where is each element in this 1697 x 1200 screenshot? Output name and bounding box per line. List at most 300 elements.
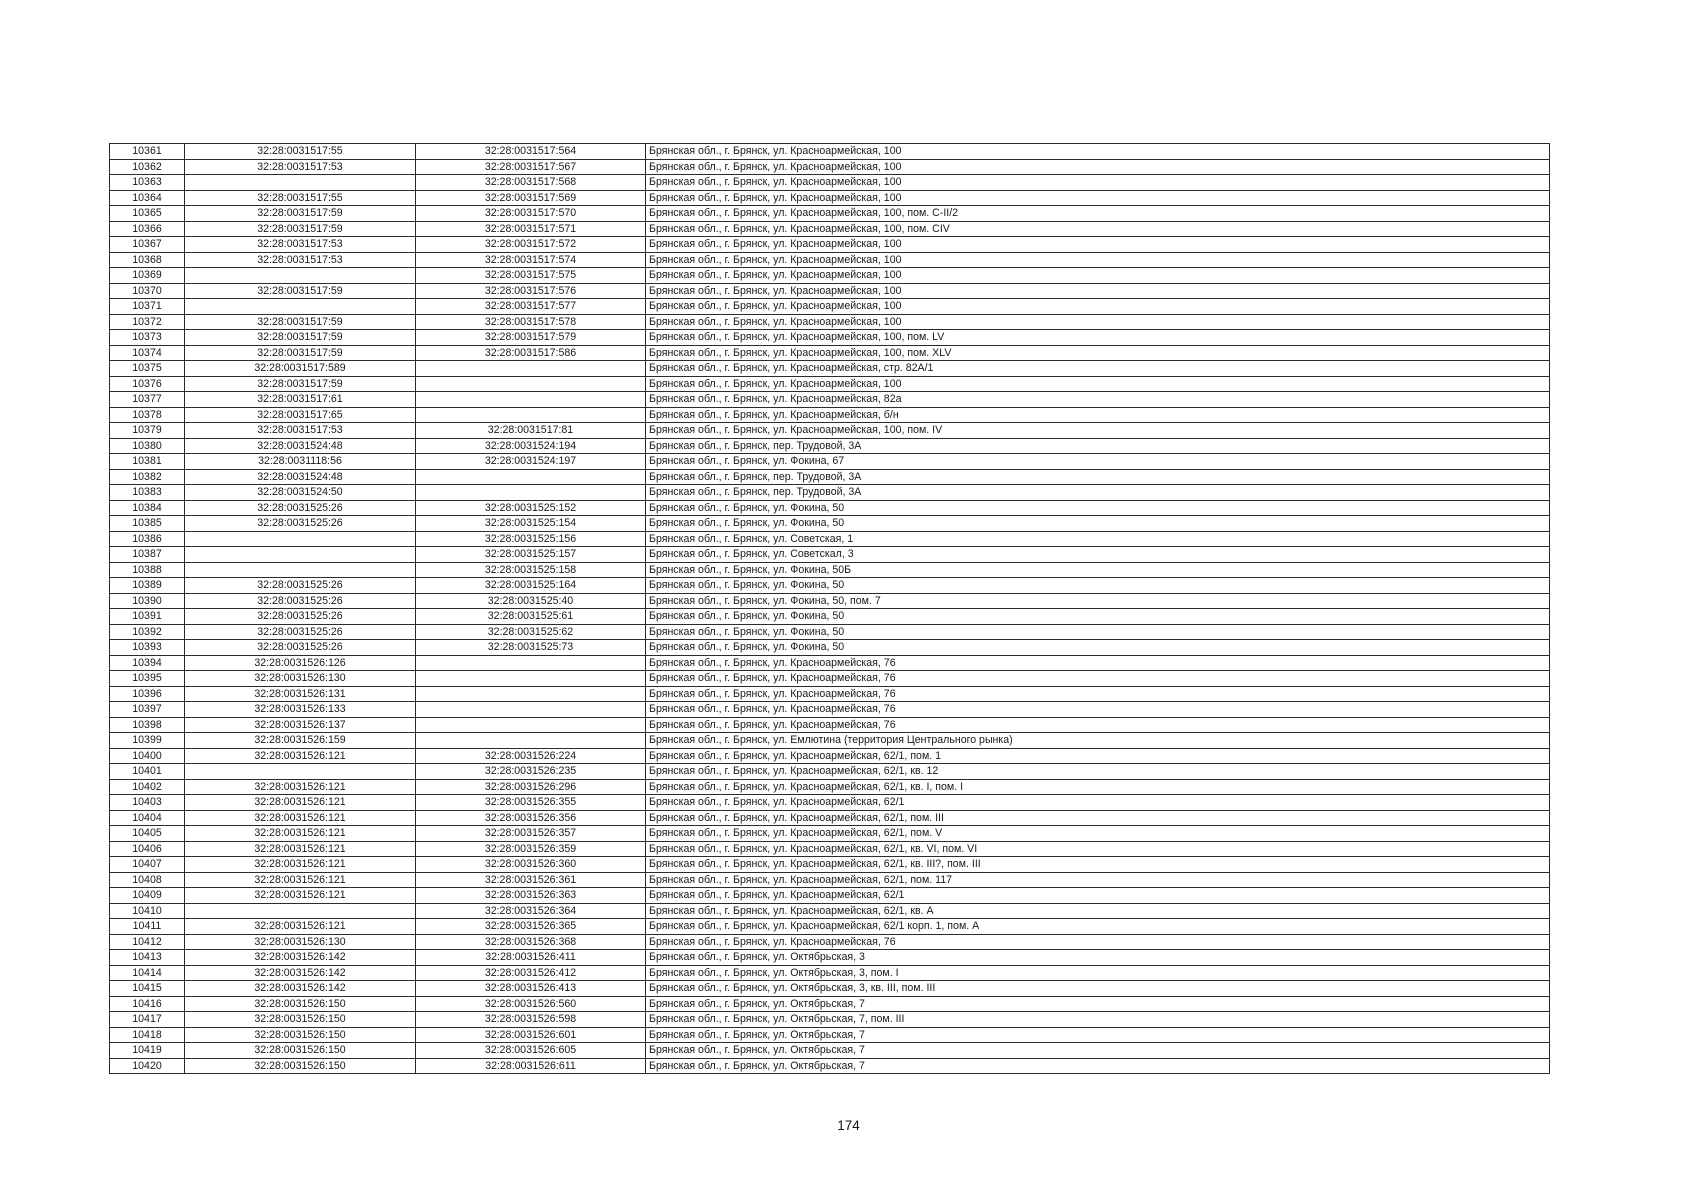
row-number-cell: 10362 <box>110 159 185 175</box>
address-cell: Брянская обл., г. Брянск, ул. Красноармейская, 62/1, пом. III <box>646 810 1550 826</box>
row-number-cell: 10405 <box>110 826 185 842</box>
address-cell: Брянская обл., г. Брянск, ул. Красноармейская, 100, пом. СIV <box>646 221 1550 237</box>
address-cell: Брянская обл., г. Брянск, ул. Октябрьская, 3 <box>646 950 1550 966</box>
land-cadastral-number-cell: 32:28:0031517:55 <box>185 190 416 206</box>
table-row <box>110 454 1550 470</box>
row-number-cell: 10411 <box>110 919 185 935</box>
land-cadastral-number-cell: 32:28:0031524:48 <box>185 469 416 485</box>
land-cadastral-number-cell <box>185 903 416 919</box>
address-cell: Брянская обл., г. Брянск, ул. Красноармейская, 100 <box>646 314 1550 330</box>
object-cadastral-number-cell: 32:28:0031526:235 <box>416 764 646 780</box>
address-cell: Брянская обл., г. Брянск, пер. Трудовой, 3А <box>646 485 1550 501</box>
address-cell: Брянская обл., г. Брянск, ул. Октябрьская, 3, кв. III, пом. III <box>646 981 1550 997</box>
land-cadastral-number-cell: 32:28:0031526:121 <box>185 779 416 795</box>
address-cell: Брянская обл., г. Брянск, ул. Октябрьская, 7 <box>646 1058 1550 1074</box>
address-cell: Брянская обл., г. Брянск, ул. Советская, 1 <box>646 531 1550 547</box>
land-cadastral-number-cell: 32:28:0031517:53 <box>185 252 416 268</box>
row-number-cell: 10418 <box>110 1027 185 1043</box>
table-row <box>110 299 1550 315</box>
land-cadastral-number-cell: 32:28:0031526:121 <box>185 857 416 873</box>
page-number: 174 <box>837 1118 860 1133</box>
table-row <box>110 500 1550 516</box>
land-cadastral-number-cell: 32:28:0031526:121 <box>185 826 416 842</box>
object-cadastral-number-cell: 32:28:0031517:586 <box>416 345 646 361</box>
table-row <box>110 795 1550 811</box>
object-cadastral-number-cell: 32:28:0031526:413 <box>416 981 646 997</box>
object-cadastral-number-cell <box>416 361 646 377</box>
table-row <box>110 733 1550 749</box>
row-number-cell: 10419 <box>110 1043 185 1059</box>
object-cadastral-number-cell <box>416 671 646 687</box>
table-row <box>110 888 1550 904</box>
object-cadastral-number-cell: 32:28:0031526:601 <box>416 1027 646 1043</box>
object-cadastral-number-cell: 32:28:0031525:164 <box>416 578 646 594</box>
object-cadastral-number-cell: 32:28:0031517:572 <box>416 237 646 253</box>
object-cadastral-number-cell <box>416 686 646 702</box>
object-cadastral-number-cell: 32:28:0031525:61 <box>416 609 646 625</box>
row-number-cell: 10395 <box>110 671 185 687</box>
row-number-cell: 10410 <box>110 903 185 919</box>
address-cell: Брянская обл., г. Брянск, ул. Красноармейская, 62/1, кв. I, пом. I <box>646 779 1550 795</box>
address-cell: Брянская обл., г. Брянск, ул. Фокина, 50 <box>646 609 1550 625</box>
table-row <box>110 841 1550 857</box>
row-number-cell: 10408 <box>110 872 185 888</box>
table-row <box>110 919 1550 935</box>
object-cadastral-number-cell: 32:28:0031525:158 <box>416 562 646 578</box>
table-row <box>110 1027 1550 1043</box>
table-row <box>110 423 1550 439</box>
land-cadastral-number-cell: 32:28:0031526:133 <box>185 702 416 718</box>
object-cadastral-number-cell: 32:28:0031517:575 <box>416 268 646 284</box>
object-cadastral-number-cell: 32:28:0031526:355 <box>416 795 646 811</box>
table-row <box>110 283 1550 299</box>
row-number-cell: 10366 <box>110 221 185 237</box>
object-cadastral-number-cell: 32:28:0031517:81 <box>416 423 646 439</box>
object-cadastral-number-cell <box>416 733 646 749</box>
object-cadastral-number-cell: 32:28:0031526:611 <box>416 1058 646 1074</box>
table-row <box>110 996 1550 1012</box>
address-cell: Брянская обл., г. Брянск, ул. Красноармейская, 100 <box>646 237 1550 253</box>
row-number-cell: 10413 <box>110 950 185 966</box>
address-cell: Брянская обл., г. Брянск, ул. Красноармейская, 62/1, кв. III?, пом. III <box>646 857 1550 873</box>
row-number-cell: 10361 <box>110 144 185 160</box>
table-row <box>110 392 1550 408</box>
row-number-cell: 10393 <box>110 640 185 656</box>
object-cadastral-number-cell: 32:28:0031524:197 <box>416 454 646 470</box>
address-cell: Брянская обл., г. Брянск, ул. Октябрьская, 7 <box>646 996 1550 1012</box>
table-row <box>110 950 1550 966</box>
table-row <box>110 438 1550 454</box>
land-cadastral-number-cell: 32:28:0031526:121 <box>185 841 416 857</box>
land-cadastral-number-cell: 32:28:0031526:121 <box>185 888 416 904</box>
row-number-cell: 10415 <box>110 981 185 997</box>
row-number-cell: 10380 <box>110 438 185 454</box>
address-cell: Брянская обл., г. Брянск, ул. Красноармейская, 82а <box>646 392 1550 408</box>
object-cadastral-number-cell: 32:28:0031517:564 <box>416 144 646 160</box>
object-cadastral-number-cell <box>416 702 646 718</box>
object-cadastral-number-cell: 32:28:0031525:40 <box>416 593 646 609</box>
address-cell: Брянская обл., г. Брянск, ул. Красноармейская, 76 <box>646 655 1550 671</box>
address-cell: Брянская обл., г. Брянск, ул. Красноармейская, 76 <box>646 717 1550 733</box>
address-cell: Брянская обл., г. Брянск, ул. Красноармейская, 76 <box>646 702 1550 718</box>
address-cell: Брянская обл., г. Брянск, ул. Красноармейская, 100 <box>646 283 1550 299</box>
row-number-cell: 10398 <box>110 717 185 733</box>
address-cell: Брянская обл., г. Брянск, ул. Красноармейская, 62/1 <box>646 888 1550 904</box>
object-cadastral-number-cell: 32:28:0031526:598 <box>416 1012 646 1028</box>
object-cadastral-number-cell: 32:28:0031517:571 <box>416 221 646 237</box>
table-row <box>110 407 1550 423</box>
row-number-cell: 10383 <box>110 485 185 501</box>
address-cell: Брянская обл., г. Брянск, ул. Советскал, 3 <box>646 547 1550 563</box>
property-registry-table <box>109 143 1550 1074</box>
land-cadastral-number-cell: 32:28:0031526:126 <box>185 655 416 671</box>
land-cadastral-number-cell: 32:28:0031526:121 <box>185 748 416 764</box>
land-cadastral-number-cell: 32:28:0031526:137 <box>185 717 416 733</box>
object-cadastral-number-cell: 32:28:0031526:363 <box>416 888 646 904</box>
row-number-cell: 10402 <box>110 779 185 795</box>
row-number-cell: 10388 <box>110 562 185 578</box>
address-cell: Брянская обл., г. Брянск, ул. Красноармейская, 62/1, пом. 1 <box>646 748 1550 764</box>
row-number-cell: 10400 <box>110 748 185 764</box>
land-cadastral-number-cell: 32:28:0031517:55 <box>185 144 416 160</box>
address-cell: Брянская обл., г. Брянск, ул. Красноармейская, 62/1, кв. VI, пом. VI <box>646 841 1550 857</box>
row-number-cell: 10365 <box>110 206 185 222</box>
object-cadastral-number-cell: 32:28:0031517:568 <box>416 175 646 191</box>
table-row <box>110 717 1550 733</box>
land-cadastral-number-cell: 32:28:0031526:150 <box>185 1012 416 1028</box>
row-number-cell: 10389 <box>110 578 185 594</box>
row-number-cell: 10420 <box>110 1058 185 1074</box>
land-cadastral-number-cell: 32:28:0031524:50 <box>185 485 416 501</box>
address-cell: Брянская обл., г. Брянск, ул. Красноармейская, 100 <box>646 268 1550 284</box>
address-cell: Брянская обл., г. Брянск, ул. Фокина, 50 <box>646 640 1550 656</box>
object-cadastral-number-cell <box>416 717 646 733</box>
address-cell: Брянская обл., г. Брянск, ул. Красноармейская, 62/1, пом. 117 <box>646 872 1550 888</box>
address-cell: Брянская обл., г. Брянск, ул. Красноармейская, 100, пом. IV <box>646 423 1550 439</box>
object-cadastral-number-cell <box>416 407 646 423</box>
object-cadastral-number-cell: 32:28:0031517:574 <box>416 252 646 268</box>
object-cadastral-number-cell: 32:28:0031526:359 <box>416 841 646 857</box>
row-number-cell: 10416 <box>110 996 185 1012</box>
row-number-cell: 10384 <box>110 500 185 516</box>
land-cadastral-number-cell: 32:28:0031525:26 <box>185 609 416 625</box>
object-cadastral-number-cell: 32:28:0031525:156 <box>416 531 646 547</box>
object-cadastral-number-cell <box>416 376 646 392</box>
land-cadastral-number-cell: 32:28:0031525:26 <box>185 640 416 656</box>
row-number-cell: 10370 <box>110 283 185 299</box>
object-cadastral-number-cell: 32:28:0031517:567 <box>416 159 646 175</box>
land-cadastral-number-cell <box>185 547 416 563</box>
land-cadastral-number-cell: 32:28:0031526:142 <box>185 965 416 981</box>
address-cell: Брянская обл., г. Брянск, ул. Красноармейская, 62/1 корп. 1, пом. А <box>646 919 1550 935</box>
land-cadastral-number-cell: 32:28:0031517:59 <box>185 330 416 346</box>
land-cadastral-number-cell: 32:28:0031517:61 <box>185 392 416 408</box>
object-cadastral-number-cell: 32:28:0031526:357 <box>416 826 646 842</box>
address-cell: Брянская обл., г. Брянск, ул. Емлютина (территория Центрального рынка) <box>646 733 1550 749</box>
row-number-cell: 10386 <box>110 531 185 547</box>
object-cadastral-number-cell: 32:28:0031526:411 <box>416 950 646 966</box>
address-cell: Брянская обл., г. Брянск, ул. Красноармейская, стр. 82А/1 <box>646 361 1550 377</box>
object-cadastral-number-cell: 32:28:0031526:361 <box>416 872 646 888</box>
land-cadastral-number-cell: 32:28:0031517:59 <box>185 221 416 237</box>
address-cell: Брянская обл., г. Брянск, ул. Красноармейская, 62/1, пом. V <box>646 826 1550 842</box>
table-row <box>110 531 1550 547</box>
row-number-cell: 10368 <box>110 252 185 268</box>
row-number-cell: 10376 <box>110 376 185 392</box>
table-row <box>110 237 1550 253</box>
row-number-cell: 10404 <box>110 810 185 826</box>
row-number-cell: 10407 <box>110 857 185 873</box>
row-number-cell: 10387 <box>110 547 185 563</box>
table-row <box>110 159 1550 175</box>
object-cadastral-number-cell: 32:28:0031526:412 <box>416 965 646 981</box>
row-number-cell: 10367 <box>110 237 185 253</box>
row-number-cell: 10382 <box>110 469 185 485</box>
table-row <box>110 640 1550 656</box>
object-cadastral-number-cell <box>416 469 646 485</box>
table-row <box>110 562 1550 578</box>
land-cadastral-number-cell: 32:28:0031517:589 <box>185 361 416 377</box>
row-number-cell: 10392 <box>110 624 185 640</box>
object-cadastral-number-cell: 32:28:0031524:194 <box>416 438 646 454</box>
row-number-cell: 10397 <box>110 702 185 718</box>
object-cadastral-number-cell: 32:28:0031517:569 <box>416 190 646 206</box>
address-cell: Брянская обл., г. Брянск, ул. Красноармейская, 100 <box>646 159 1550 175</box>
table-row <box>110 903 1550 919</box>
object-cadastral-number-cell: 32:28:0031526:364 <box>416 903 646 919</box>
address-cell: Брянская обл., г. Брянск, ул. Красноармейская, 100 <box>646 252 1550 268</box>
land-cadastral-number-cell: 32:28:0031526:121 <box>185 810 416 826</box>
table-row <box>110 361 1550 377</box>
land-cadastral-number-cell: 32:28:0031517:53 <box>185 423 416 439</box>
table-row <box>110 252 1550 268</box>
address-cell: Брянская обл., г. Брянск, ул. Красноармейская, 100, пом. LV <box>646 330 1550 346</box>
table-row <box>110 655 1550 671</box>
table-row <box>110 469 1550 485</box>
land-cadastral-number-cell: 32:28:0031526:142 <box>185 981 416 997</box>
address-cell: Брянская обл., г. Брянск, ул. Красноармейская, б/н <box>646 407 1550 423</box>
address-cell: Брянская обл., г. Брянск, ул. Фокина, 50 <box>646 578 1550 594</box>
table-row <box>110 268 1550 284</box>
table-row <box>110 779 1550 795</box>
row-number-cell: 10372 <box>110 314 185 330</box>
land-cadastral-number-cell: 32:28:0031526:131 <box>185 686 416 702</box>
row-number-cell: 10375 <box>110 361 185 377</box>
object-cadastral-number-cell <box>416 485 646 501</box>
object-cadastral-number-cell: 32:28:0031526:365 <box>416 919 646 935</box>
land-cadastral-number-cell <box>185 268 416 284</box>
row-number-cell: 10373 <box>110 330 185 346</box>
table-row <box>110 190 1550 206</box>
land-cadastral-number-cell: 32:28:0031526:121 <box>185 919 416 935</box>
address-cell: Брянская обл., г. Брянск, ул. Красноармейская, 100 <box>646 299 1550 315</box>
object-cadastral-number-cell: 32:28:0031526:224 <box>416 748 646 764</box>
land-cadastral-number-cell: 32:28:0031526:150 <box>185 1058 416 1074</box>
address-cell: Брянская обл., г. Брянск, ул. Красноармейская, 76 <box>646 934 1550 950</box>
row-number-cell: 10364 <box>110 190 185 206</box>
table-row <box>110 934 1550 950</box>
object-cadastral-number-cell: 32:28:0031517:577 <box>416 299 646 315</box>
land-cadastral-number-cell: 32:28:0031517:59 <box>185 376 416 392</box>
table-row <box>110 345 1550 361</box>
land-cadastral-number-cell: 32:28:0031525:26 <box>185 593 416 609</box>
land-cadastral-number-cell: 32:28:0031517:59 <box>185 206 416 222</box>
table-row <box>110 810 1550 826</box>
row-number-cell: 10363 <box>110 175 185 191</box>
address-cell: Брянская обл., г. Брянск, ул. Фокина, 50, пом. 7 <box>646 593 1550 609</box>
address-cell: Брянская обл., г. Брянск, ул. Октябрьская, 3, пом. I <box>646 965 1550 981</box>
address-cell: Брянская обл., г. Брянск, ул. Красноармейская, 100, пом. С-II/2 <box>646 206 1550 222</box>
table-row <box>110 1043 1550 1059</box>
table-row <box>110 1012 1550 1028</box>
row-number-cell: 10414 <box>110 965 185 981</box>
address-cell: Брянская обл., г. Брянск, ул. Октябрьская, 7 <box>646 1043 1550 1059</box>
table-row <box>110 578 1550 594</box>
land-cadastral-number-cell: 32:28:0031526:150 <box>185 1027 416 1043</box>
land-cadastral-number-cell: 32:28:0031526:121 <box>185 872 416 888</box>
object-cadastral-number-cell <box>416 655 646 671</box>
object-cadastral-number-cell: 32:28:0031526:360 <box>416 857 646 873</box>
row-number-cell: 10374 <box>110 345 185 361</box>
land-cadastral-number-cell: 32:28:0031525:26 <box>185 624 416 640</box>
table-row <box>110 826 1550 842</box>
object-cadastral-number-cell: 32:28:0031525:154 <box>416 516 646 532</box>
row-number-cell: 10394 <box>110 655 185 671</box>
land-cadastral-number-cell: 32:28:0031526:159 <box>185 733 416 749</box>
address-cell: Брянская обл., г. Брянск, ул. Красноармейская, 62/1 <box>646 795 1550 811</box>
land-cadastral-number-cell: 32:28:0031517:59 <box>185 345 416 361</box>
address-cell: Брянская обл., г. Брянск, ул. Красноармейская, 76 <box>646 671 1550 687</box>
object-cadastral-number-cell: 32:28:0031517:576 <box>416 283 646 299</box>
land-cadastral-number-cell: 32:28:0031118:56 <box>185 454 416 470</box>
object-cadastral-number-cell: 32:28:0031517:578 <box>416 314 646 330</box>
land-cadastral-number-cell: 32:28:0031526:130 <box>185 934 416 950</box>
row-number-cell: 10396 <box>110 686 185 702</box>
address-cell: Брянская обл., г. Брянск, ул. Фокина, 50Б <box>646 562 1550 578</box>
table-row <box>110 485 1550 501</box>
row-number-cell: 10406 <box>110 841 185 857</box>
row-number-cell: 10399 <box>110 733 185 749</box>
table-row <box>110 175 1550 191</box>
table-row <box>110 547 1550 563</box>
row-number-cell: 10379 <box>110 423 185 439</box>
row-number-cell: 10417 <box>110 1012 185 1028</box>
address-cell: Брянская обл., г. Брянск, ул. Красноармейская, 100 <box>646 376 1550 392</box>
land-cadastral-number-cell <box>185 531 416 547</box>
land-cadastral-number-cell: 32:28:0031526:121 <box>185 795 416 811</box>
table-row <box>110 206 1550 222</box>
address-cell: Брянская обл., г. Брянск, ул. Красноармейская, 62/1, кв. 12 <box>646 764 1550 780</box>
table-row <box>110 686 1550 702</box>
object-cadastral-number-cell: 32:28:0031526:356 <box>416 810 646 826</box>
address-cell: Брянская обл., г. Брянск, ул. Красноармейская, 76 <box>646 686 1550 702</box>
row-number-cell: 10385 <box>110 516 185 532</box>
land-cadastral-number-cell: 32:28:0031526:142 <box>185 950 416 966</box>
row-number-cell: 10401 <box>110 764 185 780</box>
land-cadastral-number-cell: 32:28:0031517:59 <box>185 283 416 299</box>
land-cadastral-number-cell <box>185 764 416 780</box>
table-row <box>110 144 1550 160</box>
address-cell: Брянская обл., г. Брянск, ул. Фокина, 50 <box>646 500 1550 516</box>
address-cell: Брянская обл., г. Брянск, ул. Октябрьская, 7, пом. III <box>646 1012 1550 1028</box>
object-cadastral-number-cell: 32:28:0031525:157 <box>416 547 646 563</box>
table-row <box>110 764 1550 780</box>
row-number-cell: 10412 <box>110 934 185 950</box>
table-row <box>110 702 1550 718</box>
object-cadastral-number-cell: 32:28:0031526:560 <box>416 996 646 1012</box>
land-cadastral-number-cell: 32:28:0031517:65 <box>185 407 416 423</box>
object-cadastral-number-cell: 32:28:0031526:368 <box>416 934 646 950</box>
land-cadastral-number-cell <box>185 299 416 315</box>
land-cadastral-number-cell: 32:28:0031525:26 <box>185 500 416 516</box>
land-cadastral-number-cell <box>185 562 416 578</box>
object-cadastral-number-cell: 32:28:0031526:296 <box>416 779 646 795</box>
table-row <box>110 872 1550 888</box>
row-number-cell: 10381 <box>110 454 185 470</box>
land-cadastral-number-cell: 32:28:0031517:53 <box>185 237 416 253</box>
registry-table-body <box>110 144 1550 1074</box>
land-cadastral-number-cell: 32:28:0031524:48 <box>185 438 416 454</box>
table-row <box>110 624 1550 640</box>
address-cell: Брянская обл., г. Брянск, ул. Красноармейская, 100 <box>646 190 1550 206</box>
row-number-cell: 10378 <box>110 407 185 423</box>
object-cadastral-number-cell <box>416 392 646 408</box>
object-cadastral-number-cell: 32:28:0031517:579 <box>416 330 646 346</box>
address-cell: Брянская обл., г. Брянск, ул. Красноармейская, 100 <box>646 144 1550 160</box>
table-row <box>110 314 1550 330</box>
table-row <box>110 857 1550 873</box>
land-cadastral-number-cell: 32:28:0031526:150 <box>185 1043 416 1059</box>
land-cadastral-number-cell: 32:28:0031525:26 <box>185 578 416 594</box>
address-cell: Брянская обл., г. Брянск, ул. Октябрьская, 7 <box>646 1027 1550 1043</box>
land-cadastral-number-cell: 32:28:0031526:150 <box>185 996 416 1012</box>
table-row <box>110 671 1550 687</box>
address-cell: Брянская обл., г. Брянск, пер. Трудовой, 3А <box>646 438 1550 454</box>
object-cadastral-number-cell: 32:28:0031525:152 <box>416 500 646 516</box>
address-cell: Брянская обл., г. Брянск, ул. Красноармейская, 62/1, кв. А <box>646 903 1550 919</box>
land-cadastral-number-cell: 32:28:0031525:26 <box>185 516 416 532</box>
land-cadastral-number-cell: 32:28:0031517:53 <box>185 159 416 175</box>
table-row <box>110 376 1550 392</box>
row-number-cell: 10403 <box>110 795 185 811</box>
table-row <box>110 221 1550 237</box>
land-cadastral-number-cell <box>185 175 416 191</box>
row-number-cell: 10377 <box>110 392 185 408</box>
land-cadastral-number-cell: 32:28:0031526:130 <box>185 671 416 687</box>
table-row <box>110 516 1550 532</box>
object-cadastral-number-cell: 32:28:0031517:570 <box>416 206 646 222</box>
row-number-cell: 10391 <box>110 609 185 625</box>
row-number-cell: 10390 <box>110 593 185 609</box>
object-cadastral-number-cell: 32:28:0031526:605 <box>416 1043 646 1059</box>
address-cell: Брянская обл., г. Брянск, ул. Красноармейская, 100 <box>646 175 1550 191</box>
land-cadastral-number-cell: 32:28:0031517:59 <box>185 314 416 330</box>
object-cadastral-number-cell: 32:28:0031525:73 <box>416 640 646 656</box>
address-cell: Брянская обл., г. Брянск, пер. Трудовой, 3А <box>646 469 1550 485</box>
row-number-cell: 10409 <box>110 888 185 904</box>
table-row <box>110 981 1550 997</box>
row-number-cell: 10371 <box>110 299 185 315</box>
table-row <box>110 748 1550 764</box>
address-cell: Брянская обл., г. Брянск, ул. Фокина, 50 <box>646 516 1550 532</box>
table-row <box>110 1058 1550 1074</box>
table-row <box>110 593 1550 609</box>
row-number-cell: 10369 <box>110 268 185 284</box>
table-row <box>110 965 1550 981</box>
address-cell: Брянская обл., г. Брянск, ул. Фокина, 67 <box>646 454 1550 470</box>
address-cell: Брянская обл., г. Брянск, ул. Фокина, 50 <box>646 624 1550 640</box>
address-cell: Брянская обл., г. Брянск, ул. Красноармейская, 100, пом. XLV <box>646 345 1550 361</box>
